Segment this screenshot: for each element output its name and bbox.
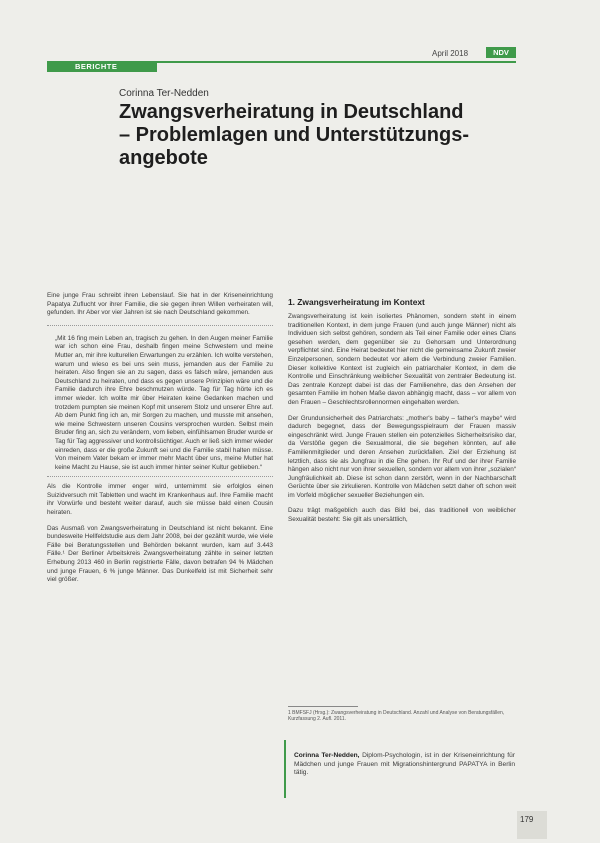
left-paragraph-3: Das Ausmaß von Zwangsverheiratung in Deutschland ist nicht bekannt. Eine bundesweite Hellfeldstudie aus dem Jahr 2008, bei der gezählt wurde, wie viele Fälle bei Beratungsstellen und Behörden bekannt wurden, kam auf 3.443 Fälle.¹ Der Berliner Arbeitskreis Zwangsverheiratung zählte in seiner letzten Erhebung 2013 460 in Berlin registrierte Fälle, davon betrafen 94 % Mädchen und junge Frauen, 6 % junge Männer. Das Dunkelfeld ist mit Sicherheit sehr viel größer. xyxy=(47,524,273,584)
left-paragraph-2: Als die Kontrolle immer enger wird, unternimmt sie erfolglos einen Suizidversuch mit Tabletten und wacht im Krankenhaus auf. Ihre Familie macht ihr Vorwürfe und besteht weiter darauf, auch sie müsse bald einen Cousin heiraten. xyxy=(47,483,273,517)
right-paragraph-2: Der Grundunsicherheit des Patriarchats: „mother's baby – father's maybe“ wird dadurch begegnet, dass der Bewegungsspielraum der Frauen massiv eingeschränkt wird. Junge Frauen stellen ein potenzielles Sicherheitsrisiko dar, da Verstöße gegen die Sexualmoral, die sie begehen könnten, auf alle Familienmitglieder und deren Ansehen zurückfallen. Ziel der Erziehung ist letztlich, dass sie als Jungfrau in die Ehe gehen. Ihr Ruf und der ihrer Familie hängen also nicht nur von ihrer sexuellen, sondern vor allem von ihrer „sozialen“ Jungfräulichkeit ab. Diese ist schon dann zerstört, wenn in der Nachbarschaft Gerüchte über sie zirkulieren. Kontrolle von Mädchen setzt daher oft schon weit im Vorfeld möglicher sexueller Beziehungen ein. xyxy=(288,414,516,499)
right-column xyxy=(288,313,516,532)
title-line-1: Zwangsverheiratung in Deutschland xyxy=(119,101,464,123)
right-paragraph-3: Dazu trägt maßgeblich auch das Bild bei, das traditionell von weiblicher Sexualität besteht: Sie gilt als unersättlich, xyxy=(288,507,516,524)
quote-block xyxy=(47,328,273,473)
issue-date: April 2018 xyxy=(432,49,469,58)
title-line-2: – Problemlagen und Unterstützungs- xyxy=(119,124,470,146)
left-column xyxy=(47,292,273,592)
footnote-rule xyxy=(288,706,358,707)
title-line-3: angebote xyxy=(119,147,208,169)
footnote: 1 BMFSFJ (Hrsg.): Zwangsverheiratung in Deutschland. Anzahl und Analyse von Beratungsfällen, Kurzfassung 2. Aufl. 2011. xyxy=(288,710,505,723)
bio-text: Diplom-Psychologin, ist in der Kriseneinrichtung für Mädchen und junge Frauen mit Migrationshintergrund PAPATYA in Berlin tätig. xyxy=(294,752,515,777)
intro-paragraph: Eine junge Frau schreibt ihren Lebenslauf. Sie hat in der Kriseneinrichtung Papatya Zuflucht vor ihrer Familie, die sie gegen ihren Willen verheiraten will, gefunden. Ihr Aber vor vier Jahren ist sie nach Deutschland gekommen. xyxy=(47,292,273,317)
journal-badge: NDV xyxy=(486,47,516,58)
section-label: BERICHTE xyxy=(47,61,157,72)
quote-rule-top xyxy=(47,325,273,326)
section-heading: 1. Zwangsverheiratung im Kontext xyxy=(288,297,425,307)
author-bio xyxy=(284,740,517,798)
article-title xyxy=(119,101,519,170)
bio-name: Corinna Ter-Nedden, xyxy=(294,752,360,759)
page-number: 179 xyxy=(520,815,534,824)
quote-rule-bottom xyxy=(47,472,273,477)
quote-text: „Mit 16 fing mein Leben an, tragisch zu gehen. In den Augen meiner Familie war ich schon eine Frau, deshalb fingen meine Schwestern und meine Mutter an, mir ihre kulturellen Erwartungen zu erzählen. Ich wollte verstehen, warum und wieso es bei uns sein muss, jemanden aus der Familie zu heiraten. Also fingen sie an zu sagen, dass es falsch wäre, jemanden aus Deutschland zu heiraten, und dass es gegen unsere Prinzipien wäre und die Familie dadurch ihre Ehre beschmutzen würde. Tag für Tag hörte ich es immer wieder. Ich wollte mir über Heiraten keine Gedanken machen und trotzdem pumpten sie meinen Kopf mit unserem Stolz und unserer Ehre auf. Ab dem Punkt fing ich an, mir Sorgen zu machen, und musste mit ansehen, wie meine Schwestern unseren Cousins versprochen wurden. Selbst mein Bruder fing an, sich zu verändern, vom lieben, einfühlsamen Bruder wurde er Tag für Tag aggressiver und kontrollsüchtiger. Auch er ließ sich immer wieder einreden, dass er die große Zukunft sei und die Familie stabil halten müsse. Von meinem Vater bekam er immer mehr Macht über uns, meine Mutter hat keine Macht zu Hause, sie ist auch immer hinter seiner Kultur geblieben.“ xyxy=(55,334,273,471)
right-paragraph-1: Zwangsverheiratung ist kein isoliertes Phänomen, sondern steht in einem traditionellen Kontext, in dem junge Frauen (und auch junge Männer) nicht als Individuen sich selbst gehören, sondern als Teil einer Familie oder eines Clans gesehen werden, dem gegenüber sie zu Gehorsam und Unterordnung verpflichtet sind. Eine Heirat bedeutet hier nicht die gemeinsame Zukunft zweier Einzelpersonen, sondern bedeutet vor allem die Verbindung zweier Familien. Dieser kollektive Kontext ist zugleich ein patriarchaler Kontext, in dem die Kontrolle und Einschränkung weiblicher Sexualität von zentraler Bedeutung ist. Das zentrale Konzept dabei ist das der Familienehre, das den Ansehen der gesamten Familie im hohen Maße davon abhängig macht, dass – vor allem von den Frauen – Geschlechtsrollennormen eingehalten werden. xyxy=(288,313,516,406)
article-author: Corinna Ter-Nedden xyxy=(119,88,209,99)
